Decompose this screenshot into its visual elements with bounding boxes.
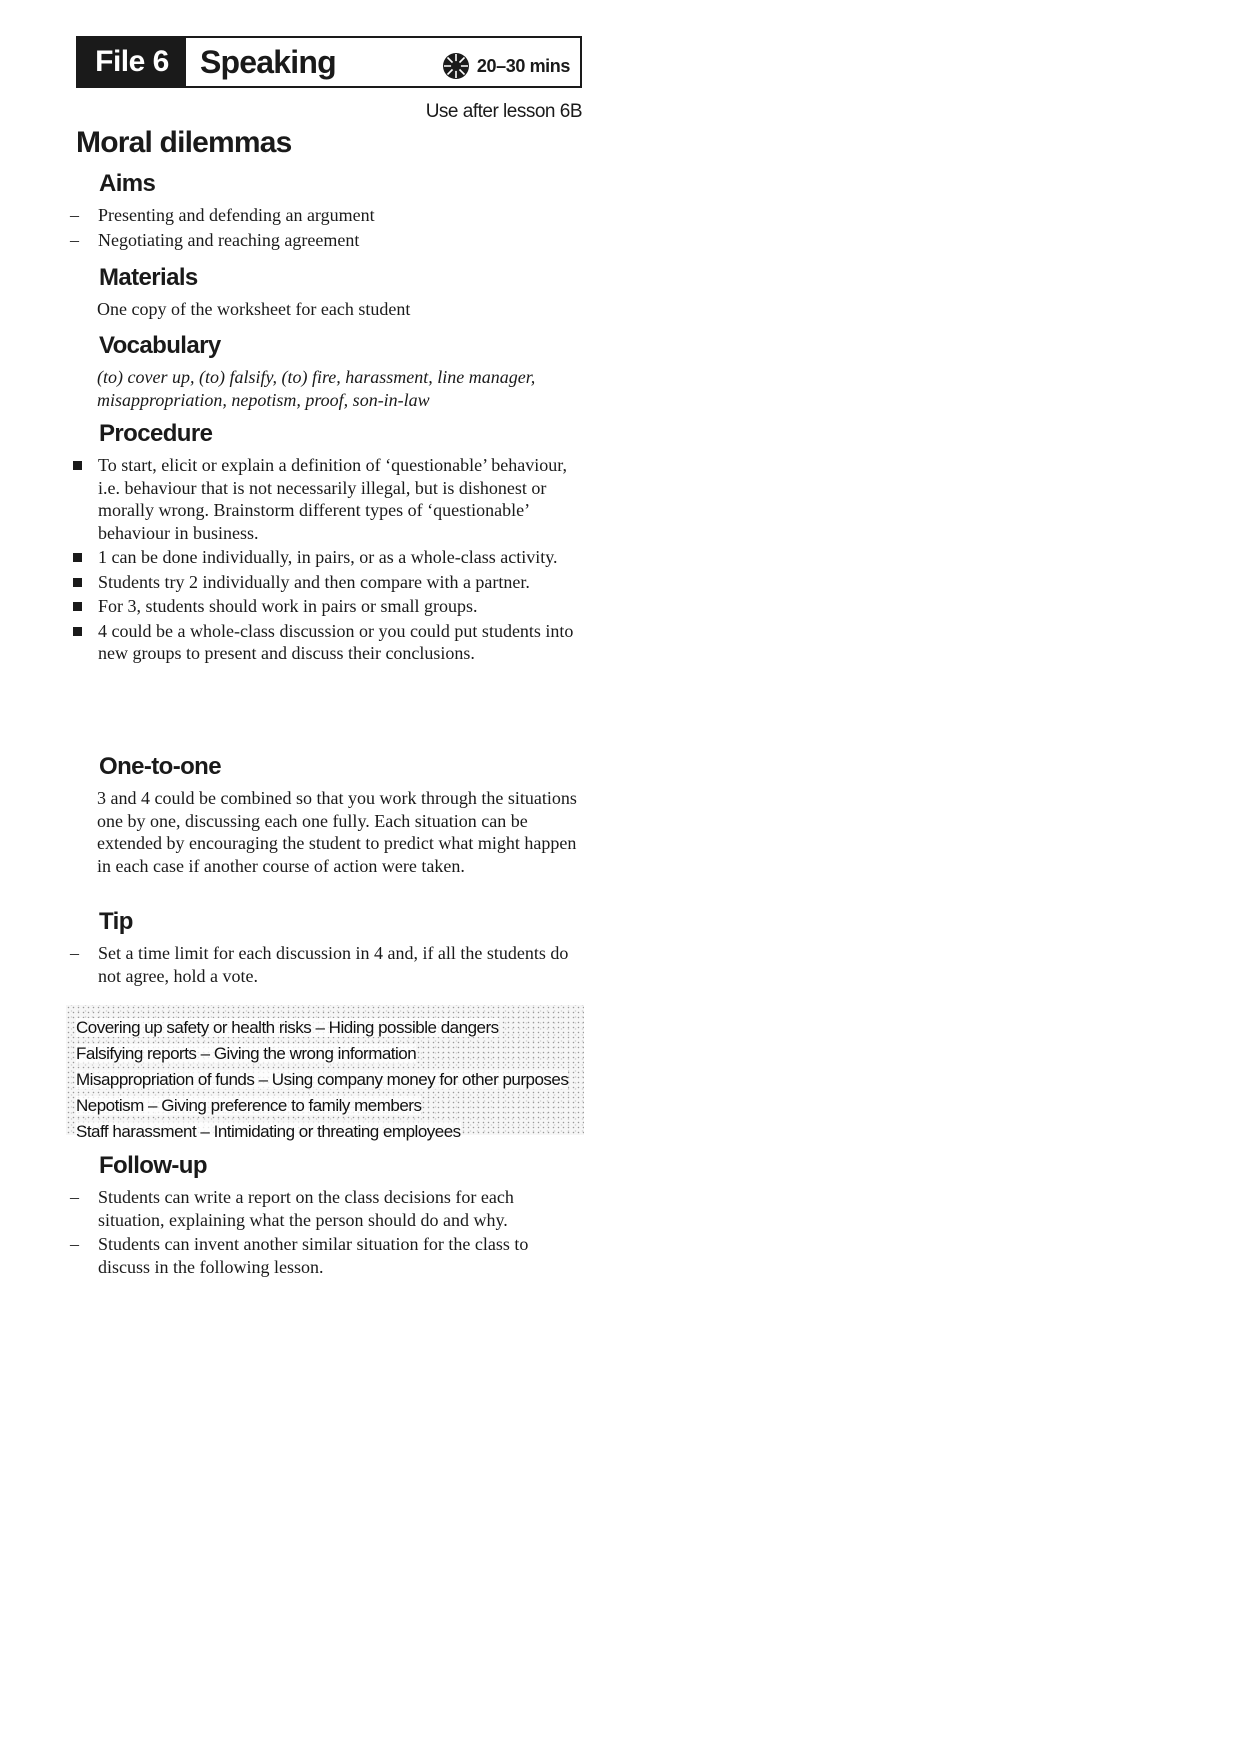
- answer-line: Nepotism – Giving preference to family members: [76, 1096, 422, 1115]
- list-item: 1 can be done individually, in pairs, or as a whole-class activity.: [76, 546, 582, 569]
- page: [76, 36, 582, 1277]
- list-item: – Students can write a report on the class decisions for each situation, explaining what the person should do and why.: [76, 1186, 582, 1231]
- list-item: To start, elicit or explain a definition of ‘questionable’ behaviour, i.e. behaviour that is not necessarily illegal, but is dishonest or morally wrong. Brainstorm different types of ‘questionable’ behaviour in business.: [76, 454, 582, 544]
- header-title: Speaking: [200, 43, 336, 80]
- use-after-note: Use after lesson 6B: [425, 101, 582, 122]
- materials-text: One copy of the worksheet for each student: [97, 299, 411, 319]
- procedure-heading: Procedure: [99, 420, 213, 447]
- aims-list: [76, 204, 582, 253]
- answer-key-box: [66, 1005, 584, 1141]
- answer-line: Covering up safety or health risks – Hiding possible dangers: [76, 1018, 499, 1037]
- vocabulary-heading: Vocabulary: [99, 332, 221, 359]
- list-item: – Students can invent another similar situation for the class to discuss in the following lesson.: [76, 1233, 582, 1278]
- list-item: For 3, students should work in pairs or small groups.: [76, 595, 582, 618]
- procedure-list: [76, 454, 582, 667]
- list-item: 4 could be a whole-class discussion or you could put students into new groups to present and discuss their conclusions.: [76, 620, 582, 665]
- answer-line: Falsifying reports – Giving the wrong information: [76, 1044, 417, 1063]
- list-item: – Set a time limit for each discussion in 4 and, if all the students do not agree, hold a vote.: [76, 942, 582, 987]
- follow-up-heading: Follow-up: [99, 1152, 207, 1179]
- duration-text: 20–30 mins: [476, 55, 570, 76]
- list-item: – Presenting and defending an argument: [76, 204, 582, 227]
- answer-line: Staff harassment – Intimidating or threating employees: [76, 1122, 461, 1141]
- header-bar: [76, 36, 582, 88]
- one-to-one-text: 3 and 4 could be combined so that you work through the situations one by one, discussing each one fully. Each situation can be extended by encouraging the student to predict what might happen in each case if another course of action were taken.: [97, 788, 577, 876]
- tip-list: [76, 942, 582, 989]
- one-to-one-heading: One-to-one: [99, 753, 221, 780]
- clock-icon: [441, 51, 471, 81]
- materials-heading: Materials: [99, 264, 198, 291]
- tip-heading: Tip: [99, 908, 133, 935]
- vocabulary-text: (to) cover up, (to) falsify, (to) fire, harassment, line manager, misappropriation, nepotism, proof, son-in-law: [97, 367, 536, 410]
- page-title: Moral dilemmas: [76, 126, 292, 159]
- follow-up-list: [76, 1186, 582, 1280]
- file-badge: File 6: [78, 38, 186, 86]
- answer-line: Misappropriation of funds – Using company money for other purposes: [76, 1070, 569, 1089]
- list-item: Students try 2 individually and then compare with a partner.: [76, 571, 582, 594]
- list-item: – Negotiating and reaching agreement: [76, 229, 582, 252]
- duration: [441, 51, 570, 81]
- aims-heading: Aims: [99, 170, 156, 197]
